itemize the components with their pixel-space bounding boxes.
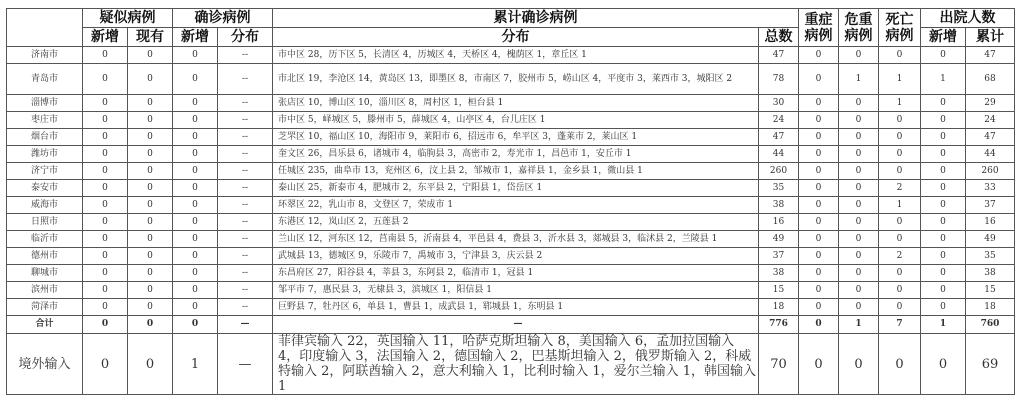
suspected-new-cell: 0 <box>83 231 128 248</box>
header-suspected: 疑似病例 <box>83 9 173 28</box>
table-row <box>7 282 1015 299</box>
suspected-current-cell: 0 <box>128 214 173 231</box>
table-row <box>7 112 1015 129</box>
death-cell: 0 <box>879 112 921 129</box>
discharged-new-cell: 0 <box>921 214 966 231</box>
distribution-cell: 奎文区 26，昌乐县 6，诸城市 4，临朐县 3，高密市 2，寿光市 1，昌邑市 1，安丘市 1 <box>273 146 759 163</box>
table-row <box>7 231 1015 248</box>
discharged-new-cell: 1 <box>921 64 966 95</box>
severe-cell: 0 <box>799 299 839 316</box>
city-cell: 日照市 <box>7 214 83 231</box>
discharged-new-cell: 0 <box>921 299 966 316</box>
distribution-cell: 环翠区 22，乳山市 8，文登区 7，荣成市 1 <box>273 197 759 214</box>
discharged-new-cell: 0 <box>921 197 966 214</box>
distribution-cell: 邹平市 7，惠民县 3，无棣县 3，滨城区 1，阳信县 1 <box>273 282 759 299</box>
discharged-cumulative-cell: 760 <box>966 316 1015 334</box>
city-cell: 济南市 <box>7 47 83 64</box>
total-cell: 49 <box>759 231 799 248</box>
suspected-new-cell: 0 <box>83 129 128 146</box>
death-cell: 2 <box>879 180 921 197</box>
death-cell: 1 <box>879 95 921 112</box>
discharged-cumulative-cell: 260 <box>966 163 1015 180</box>
confirmed-new-cell: 1 <box>173 334 218 395</box>
discharged-new-cell: 0 <box>921 95 966 112</box>
suspected-current-cell: 0 <box>128 47 173 64</box>
confirmed-new-cell: 0 <box>173 197 218 214</box>
confirmed-new-cell: 0 <box>173 248 218 265</box>
critical-cell: 0 <box>839 248 879 265</box>
header-suspected-new: 新增 <box>83 28 128 47</box>
distribution-cell: 东港区 12，岚山区 2，五莲县 2 <box>273 214 759 231</box>
suspected-new-cell: 0 <box>83 248 128 265</box>
total-cell: 44 <box>759 146 799 163</box>
table-row <box>7 95 1015 112</box>
discharged-cumulative-cell: 18 <box>966 299 1015 316</box>
suspected-new-cell: 0 <box>83 265 128 282</box>
table-row <box>7 163 1015 180</box>
distribution-cell: 武城县 13，德城区 9，乐陵市 7，禹城市 3，宁津县 3，庆云县 2 <box>273 248 759 265</box>
discharged-new-cell: 0 <box>921 265 966 282</box>
header-suspected-current: 现有 <box>128 28 173 47</box>
suspected-new-cell: 0 <box>83 180 128 197</box>
header-row-1 <box>7 9 1015 28</box>
severe-cell: 0 <box>799 214 839 231</box>
discharged-new-cell: 1 <box>921 316 966 334</box>
critical-cell: 0 <box>839 214 879 231</box>
confirmed-distribution-cell: -- <box>218 112 273 129</box>
distribution-cell: 市中区 5，峄城区 5，滕州市 5，薛城区 4，山亭区 4，台儿庄区 1 <box>273 112 759 129</box>
severe-cell: 0 <box>799 334 839 395</box>
critical-cell: 0 <box>839 95 879 112</box>
table-body <box>7 47 1015 395</box>
total-cell: 78 <box>759 64 799 95</box>
distribution-cell: 东昌府区 27，阳谷县 4，莘县 3，东阿县 2，临清市 1，冠县 1 <box>273 265 759 282</box>
city-cell: 滨州市 <box>7 282 83 299</box>
confirmed-distribution-cell: -- <box>218 129 273 146</box>
confirmed-new-cell: 0 <box>173 231 218 248</box>
suspected-current-cell: 0 <box>128 112 173 129</box>
death-cell: 0 <box>879 129 921 146</box>
critical-cell: 0 <box>839 47 879 64</box>
discharged-new-cell: 0 <box>921 146 966 163</box>
confirmed-new-cell: 0 <box>173 316 218 334</box>
severe-cell: 0 <box>799 282 839 299</box>
suspected-new-cell: 0 <box>83 95 128 112</box>
confirmed-new-cell: 0 <box>173 129 218 146</box>
suspected-current-cell: 0 <box>128 129 173 146</box>
city-cell: 淄博市 <box>7 95 83 112</box>
distribution-cell: 张店区 10，博山区 10，淄川区 8，周村区 1，桓台县 1 <box>273 95 759 112</box>
discharged-cumulative-cell: 49 <box>966 231 1015 248</box>
city-cell: 枣庄市 <box>7 112 83 129</box>
discharged-cumulative-cell: 29 <box>966 95 1015 112</box>
distribution-cell: 兰山区 12，河东区 12，莒南县 5，沂南县 4，平邑县 4，费县 3，沂水县 3，郯城县 3，临沭县 2，兰陵县 1 <box>273 231 759 248</box>
confirmed-distribution-cell: -- <box>218 299 273 316</box>
death-cell: 0 <box>879 146 921 163</box>
table-row <box>7 47 1015 64</box>
header-cumulative-distribution: 分布 <box>273 28 759 47</box>
suspected-new-cell: 0 <box>83 197 128 214</box>
header-discharged: 出院人数 <box>921 9 1015 28</box>
confirmed-distribution-cell: -- <box>218 47 273 64</box>
confirmed-new-cell: 0 <box>173 282 218 299</box>
header-severe: 重症病例 <box>799 9 839 47</box>
table-row <box>7 299 1015 316</box>
table-row <box>7 197 1015 214</box>
critical-cell: 1 <box>839 316 879 334</box>
discharged-cumulative-cell: 44 <box>966 146 1015 163</box>
total-cell: 260 <box>759 163 799 180</box>
distribution-cell: 市中区 28，历下区 5，长清区 4，历城区 4，天桥区 4，槐荫区 1，章丘区 1 <box>273 47 759 64</box>
discharged-cumulative-cell: 15 <box>966 282 1015 299</box>
discharged-new-cell: 0 <box>921 112 966 129</box>
table-row <box>7 265 1015 282</box>
severe-cell: 0 <box>799 231 839 248</box>
header-city-blank <box>7 9 83 47</box>
confirmed-distribution-cell: -- <box>218 282 273 299</box>
death-cell: 0 <box>879 299 921 316</box>
confirmed-new-cell: 0 <box>173 47 218 64</box>
suspected-current-cell: 0 <box>128 282 173 299</box>
critical-cell: 0 <box>839 197 879 214</box>
suspected-current-cell: 0 <box>128 95 173 112</box>
death-cell: 0 <box>879 163 921 180</box>
discharged-cumulative-cell: 47 <box>966 129 1015 146</box>
critical-cell: 0 <box>839 265 879 282</box>
total-cell: 24 <box>759 112 799 129</box>
critical-cell: 0 <box>839 163 879 180</box>
discharged-new-cell: 0 <box>921 47 966 64</box>
table-row <box>7 214 1015 231</box>
suspected-current-cell: 0 <box>128 146 173 163</box>
death-cell: 0 <box>879 214 921 231</box>
discharged-cumulative-cell: 16 <box>966 214 1015 231</box>
confirmed-distribution-cell: -- <box>218 248 273 265</box>
table-row <box>7 64 1015 95</box>
overseas-row <box>7 334 1015 395</box>
critical-cell: 0 <box>839 299 879 316</box>
table-row <box>7 146 1015 163</box>
confirmed-distribution-cell: -- <box>218 180 273 197</box>
discharged-new-cell: 0 <box>921 248 966 265</box>
header-cumulative-total: 总数 <box>759 28 799 47</box>
confirmed-distribution-cell: — <box>218 334 273 395</box>
distribution-cell: 泰山区 25，新泰市 4，肥城市 2，东平县 2，宁阳县 1，岱岳区 1 <box>273 180 759 197</box>
confirmed-new-cell: 0 <box>173 163 218 180</box>
city-cell: 德州市 <box>7 248 83 265</box>
discharged-new-cell: 0 <box>921 231 966 248</box>
confirmed-distribution-cell: -- <box>218 214 273 231</box>
city-cell: 济宁市 <box>7 163 83 180</box>
total-cell: 47 <box>759 129 799 146</box>
total-cell: 70 <box>759 334 799 395</box>
critical-cell: 1 <box>839 64 879 95</box>
distribution-cell: 任城区 235，曲阜市 13，兖州区 6，汶上县 2，邹城市 1，嘉祥县 1，金乡县 1，微山县 1 <box>273 163 759 180</box>
confirmed-new-cell: 0 <box>173 64 218 95</box>
suspected-new-cell: 0 <box>83 316 128 334</box>
discharged-cumulative-cell: 38 <box>966 265 1015 282</box>
death-cell: 0 <box>879 47 921 64</box>
distribution-cell: 巨野县 7，牡丹区 6，单县 1，曹县 1，成武县 1，郓城县 1，东明县 1 <box>273 299 759 316</box>
discharged-new-cell: 0 <box>921 334 966 395</box>
critical-cell: 0 <box>839 146 879 163</box>
city-cell: 境外输入 <box>7 334 83 395</box>
header-death: 死亡病例 <box>879 9 921 47</box>
header-confirmed: 确诊病例 <box>173 9 273 28</box>
discharged-cumulative-cell: 69 <box>966 334 1015 395</box>
header-discharged-new: 新增 <box>921 28 966 47</box>
death-cell: 2 <box>879 248 921 265</box>
critical-cell: 0 <box>839 112 879 129</box>
discharged-cumulative-cell: 37 <box>966 197 1015 214</box>
discharged-new-cell: 0 <box>921 129 966 146</box>
total-cell: 35 <box>759 180 799 197</box>
confirmed-distribution-cell: -- <box>218 146 273 163</box>
severe-cell: 0 <box>799 265 839 282</box>
severe-cell: 0 <box>799 163 839 180</box>
suspected-current-cell: 0 <box>128 231 173 248</box>
confirmed-distribution-cell: -- <box>218 95 273 112</box>
city-cell: 合计 <box>7 316 83 334</box>
city-cell: 聊城市 <box>7 265 83 282</box>
table-row <box>7 129 1015 146</box>
suspected-new-cell: 0 <box>83 64 128 95</box>
discharged-cumulative-cell: 35 <box>966 248 1015 265</box>
covid-case-table-container <box>6 8 1015 395</box>
suspected-current-cell: 0 <box>128 163 173 180</box>
confirmed-distribution-cell: — <box>218 316 273 334</box>
discharged-cumulative-cell: 33 <box>966 180 1015 197</box>
header-cumulative: 累计确诊病例 <box>273 9 799 28</box>
city-cell: 菏泽市 <box>7 299 83 316</box>
total-cell: 15 <box>759 282 799 299</box>
total-cell: 18 <box>759 299 799 316</box>
severe-cell: 0 <box>799 47 839 64</box>
confirmed-distribution-cell: -- <box>218 231 273 248</box>
table-row <box>7 180 1015 197</box>
confirmed-distribution-cell: -- <box>218 64 273 95</box>
suspected-new-cell: 0 <box>83 112 128 129</box>
confirmed-new-cell: 0 <box>173 146 218 163</box>
critical-cell: 0 <box>839 334 879 395</box>
confirmed-new-cell: 0 <box>173 112 218 129</box>
suspected-new-cell: 0 <box>83 163 128 180</box>
severe-cell: 0 <box>799 146 839 163</box>
critical-cell: 0 <box>839 282 879 299</box>
discharged-new-cell: 0 <box>921 163 966 180</box>
city-cell: 烟台市 <box>7 129 83 146</box>
suspected-current-cell: 0 <box>128 299 173 316</box>
confirmed-new-cell: 0 <box>173 265 218 282</box>
suspected-current-cell: 0 <box>128 316 173 334</box>
severe-cell: 0 <box>799 129 839 146</box>
severe-cell: 0 <box>799 64 839 95</box>
total-cell: 38 <box>759 197 799 214</box>
total-cell: 16 <box>759 214 799 231</box>
header-critical: 危重病例 <box>839 9 879 47</box>
critical-cell: 0 <box>839 231 879 248</box>
discharged-cumulative-cell: 68 <box>966 64 1015 95</box>
severe-cell: 0 <box>799 180 839 197</box>
suspected-new-cell: 0 <box>83 334 128 395</box>
suspected-current-cell: 0 <box>128 334 173 395</box>
confirmed-distribution-cell: -- <box>218 197 273 214</box>
severe-cell: 0 <box>799 95 839 112</box>
critical-cell: 0 <box>839 180 879 197</box>
header-confirmed-new: 新增 <box>173 28 218 47</box>
suspected-current-cell: 0 <box>128 197 173 214</box>
total-row <box>7 316 1015 334</box>
distribution-cell: 菲律宾输入 22，英国输入 11，哈萨克斯坦输入 8，美国输入 6，孟加拉国输入 4，印度输入 3，法国输入 2，德国输入 2，巴基斯坦输入 2，俄罗斯输入 2，科威特输入 2，阿联酋输入 2，意大利输入 1，比利时输入 1，爱尔兰输入 1，韩国输入 1 <box>273 334 759 395</box>
death-cell: 1 <box>879 197 921 214</box>
total-cell: 47 <box>759 47 799 64</box>
severe-cell: 0 <box>799 197 839 214</box>
distribution-cell: 芝罘区 10，福山区 10，海阳市 9，莱阳市 6，招远市 6，牟平区 3，蓬莱市 2，莱山区 1 <box>273 129 759 146</box>
suspected-current-cell: 0 <box>128 64 173 95</box>
critical-cell: 0 <box>839 129 879 146</box>
suspected-new-cell: 0 <box>83 214 128 231</box>
city-cell: 临沂市 <box>7 231 83 248</box>
total-cell: 30 <box>759 95 799 112</box>
suspected-current-cell: 0 <box>128 180 173 197</box>
table-row <box>7 248 1015 265</box>
city-cell: 青岛市 <box>7 64 83 95</box>
suspected-new-cell: 0 <box>83 282 128 299</box>
death-cell: 0 <box>879 265 921 282</box>
suspected-current-cell: 0 <box>128 265 173 282</box>
city-cell: 威海市 <box>7 197 83 214</box>
death-cell: 0 <box>879 231 921 248</box>
suspected-new-cell: 0 <box>83 146 128 163</box>
death-cell: 7 <box>879 316 921 334</box>
city-cell: 泰安市 <box>7 180 83 197</box>
discharged-cumulative-cell: 47 <box>966 47 1015 64</box>
death-cell: 0 <box>879 334 921 395</box>
severe-cell: 0 <box>799 248 839 265</box>
confirmed-new-cell: 0 <box>173 180 218 197</box>
confirmed-new-cell: 0 <box>173 95 218 112</box>
confirmed-new-cell: 0 <box>173 299 218 316</box>
severe-cell: 0 <box>799 316 839 334</box>
suspected-current-cell: 0 <box>128 248 173 265</box>
discharged-cumulative-cell: 24 <box>966 112 1015 129</box>
suspected-new-cell: 0 <box>83 47 128 64</box>
header-confirmed-distribution: 分布 <box>218 28 273 47</box>
confirmed-distribution-cell: -- <box>218 265 273 282</box>
death-cell: 0 <box>879 282 921 299</box>
header-discharged-cumulative: 累计 <box>966 28 1015 47</box>
distribution-cell: — <box>273 316 759 334</box>
discharged-new-cell: 0 <box>921 180 966 197</box>
city-cell: 潍坊市 <box>7 146 83 163</box>
total-cell: 37 <box>759 248 799 265</box>
distribution-cell: 市北区 19，李沧区 14，黄岛区 13，即墨区 8，市南区 7，胶州市 5，崂山区 4，平度市 3，莱西市 3，城阳区 2 <box>273 64 759 95</box>
total-cell: 38 <box>759 265 799 282</box>
covid-case-table <box>6 8 1015 395</box>
confirmed-new-cell: 0 <box>173 214 218 231</box>
total-cell: 776 <box>759 316 799 334</box>
suspected-new-cell: 0 <box>83 299 128 316</box>
death-cell: 1 <box>879 64 921 95</box>
severe-cell: 0 <box>799 112 839 129</box>
confirmed-distribution-cell: -- <box>218 163 273 180</box>
discharged-new-cell: 0 <box>921 282 966 299</box>
